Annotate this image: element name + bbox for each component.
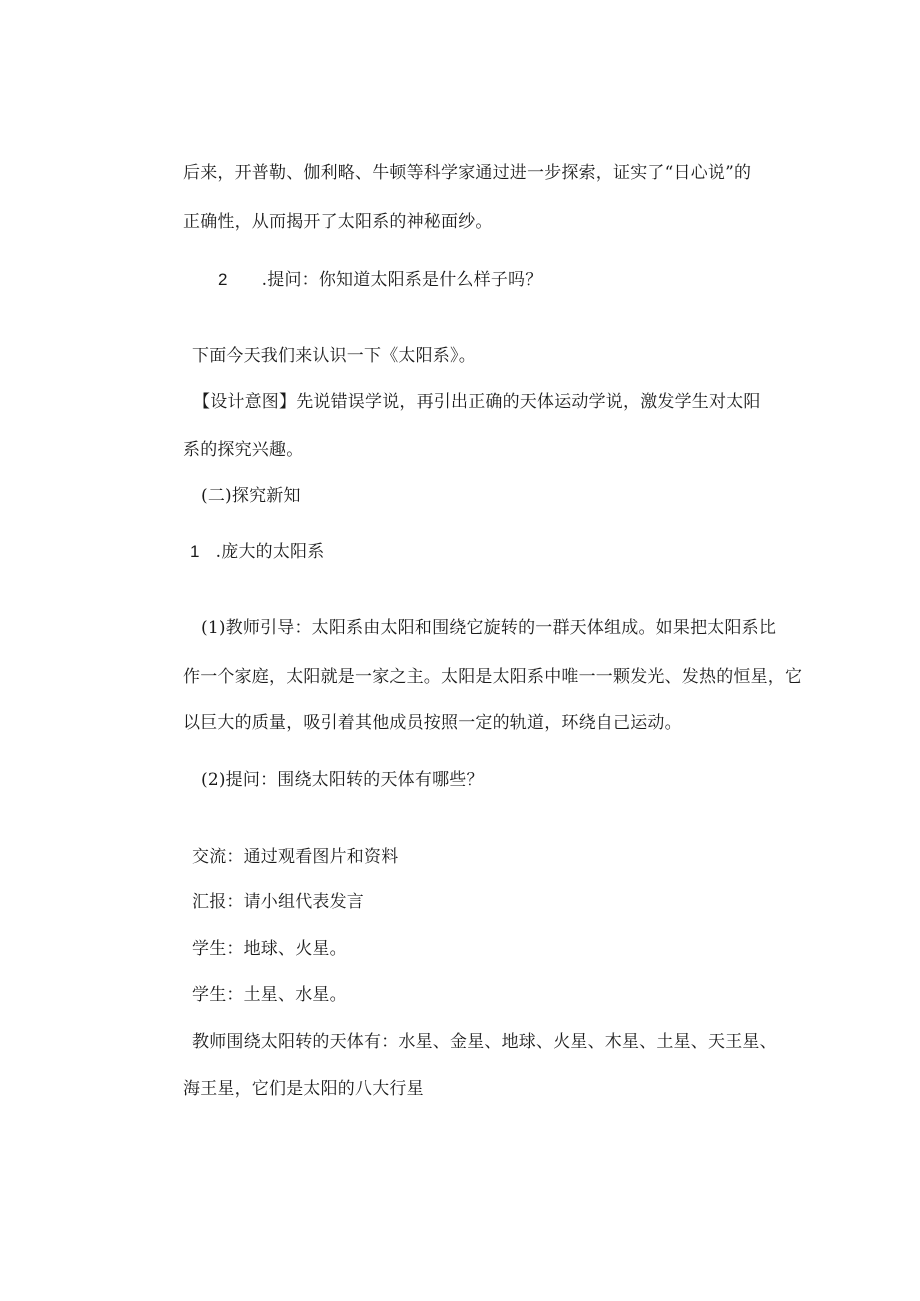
subsection-text: .庞大的太阳系 [215,542,325,562]
paragraph-line: 正确性，从而揭开了太阳系的神秘面纱。 [183,212,493,232]
teacher-line: 海王星，它们是太阳的八大行星 [183,1079,424,1099]
exchange-line: 交流：通过观看图片和资料 [192,847,399,867]
teacher-line: 教师围绕太阳转的天体有：水星、金星、地球、火星、木星、土星、天王星、 [192,1032,777,1052]
guide-line: 以巨大的质量，吸引着其他成员按照一定的轨道，环绕自己运动。 [183,713,682,733]
paragraph-line: 后来，开普勒、伽利略、牛顿等科学家通过进一步探索，证实了“日心说”的 [183,163,752,183]
question-text: .提问：你知道太阳系是什么样子吗？ [261,270,543,290]
report-line: 汇报：请小组代表发言 [192,892,364,912]
student-line: 学生：地球、火星。 [192,939,347,959]
intro-line: 下面今天我们来认识一下《太阳系》。 [192,346,476,366]
subsection-number: 1 [190,542,200,561]
student-line: 学生：土星、水星。 [192,985,347,1005]
question-number: 2 [218,270,228,289]
guide-line: (1)教师引导：太阳系由太阳和围绕它旋转的一群天体组成。如果把太阳系比 [201,618,777,638]
guide-line: 作一个家庭，太阳就是一家之主。太阳是太阳系中唯一一颗发光、发热的恒星，它 [183,667,803,687]
question-line: (2)提问：围绕太阳转的天体有哪些？ [201,770,484,790]
question-heading [218,268,542,292]
subsection-heading [190,540,324,564]
design-intent-line: 系的探究兴趣。 [183,440,304,460]
design-intent-line: 【设计意图】先说错误学说，再引出正确的天体运动学说，激发学生对太阳 [193,392,761,412]
section-heading: (二)探究新知 [201,486,301,506]
